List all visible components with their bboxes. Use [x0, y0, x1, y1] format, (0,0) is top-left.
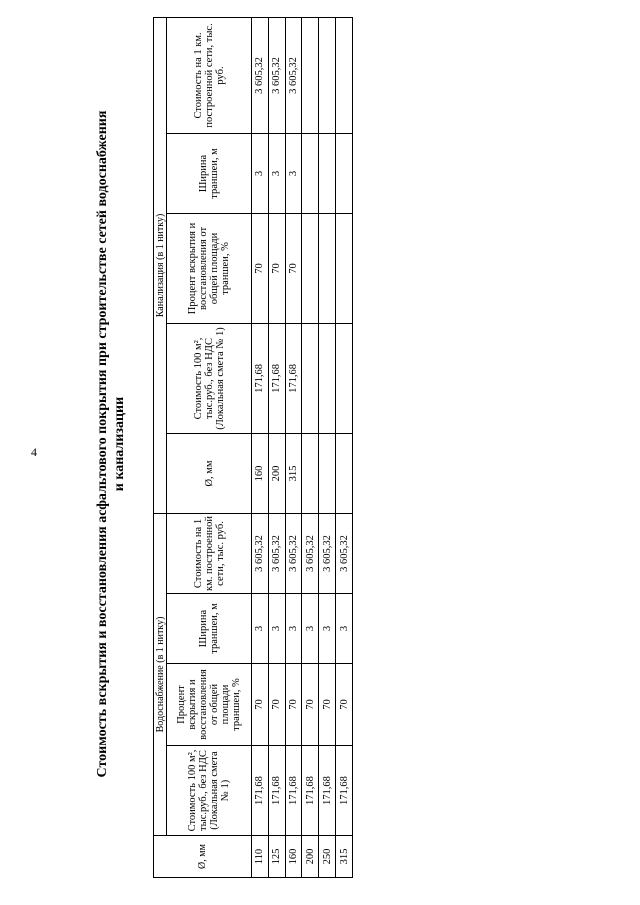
- document-title: [94, 84, 148, 804]
- cell-cost-km-sewer: 3 605,32: [285, 17, 302, 133]
- cell-cost-km-water: 3 605,32: [268, 513, 285, 593]
- cell-diameter-sewer: [302, 433, 319, 513]
- cell-width-water: 3: [302, 594, 319, 664]
- cell-diameter-water: 315: [336, 836, 353, 878]
- table-row: [336, 17, 353, 877]
- cell-width-sewer: 3: [252, 133, 269, 213]
- cell-percent-sewer: 70: [285, 213, 302, 323]
- cell-cost-100m2-sewer: 171,68: [252, 323, 269, 433]
- cell-diameter-water: 250: [319, 836, 336, 878]
- cell-percent-water: 70: [302, 664, 319, 746]
- cell-cost-km-water: 3 605,32: [252, 513, 269, 593]
- cell-cost-100m2-water: 171,68: [285, 746, 302, 836]
- cell-width-water: 3: [252, 594, 269, 664]
- cell-cost-km-sewer: [319, 17, 336, 133]
- cell-percent-water: 70: [268, 664, 285, 746]
- cell-cost-100m2-sewer: 171,68: [285, 323, 302, 433]
- title-line-2: и канализации: [112, 396, 127, 492]
- cell-cost-km-sewer: 3 605,32: [268, 17, 285, 133]
- cell-diameter-water: 160: [285, 836, 302, 878]
- cell-cost-100m2-sewer: 171,68: [268, 323, 285, 433]
- cell-percent-sewer: [336, 213, 353, 323]
- cell-width-water: 3: [285, 594, 302, 664]
- cell-cost-km-water: 3 605,32: [319, 513, 336, 593]
- cell-cost-km-sewer: [336, 17, 353, 133]
- cell-percent-water: 70: [319, 664, 336, 746]
- cell-percent-sewer: 70: [268, 213, 285, 323]
- cell-percent-water: 70: [252, 664, 269, 746]
- cell-width-water: 3: [336, 594, 353, 664]
- cell-diameter-sewer: 315: [285, 433, 302, 513]
- cost-table-wrapper: [153, 18, 353, 878]
- cell-diameter-water: 110: [252, 836, 269, 878]
- cell-cost-100m2-water: 171,68: [302, 746, 319, 836]
- cell-percent-sewer: [302, 213, 319, 323]
- col-header-percent-sewer: Процент вскрытия и восстановления от общей площади траншеи, %: [167, 213, 252, 323]
- col-header-cost-100m2-water: Стоимость 100 м², тыс.руб., без НДС (Локальная смета № 1): [167, 746, 252, 836]
- cell-width-sewer: [336, 133, 353, 213]
- table-row: [285, 17, 302, 877]
- cell-diameter-sewer: 200: [268, 433, 285, 513]
- table-row: [252, 17, 269, 877]
- cell-diameter-sewer: [319, 433, 336, 513]
- cell-width-water: 3: [268, 594, 285, 664]
- cell-cost-100m2-water: 171,68: [319, 746, 336, 836]
- col-header-percent-water: Процент вскрытия и восстановления от общей площади траншеи, %: [167, 664, 252, 746]
- cell-cost-km-water: 3 605,32: [336, 513, 353, 593]
- group-header-water: Водоснабжение (в 1 нитку): [154, 513, 167, 835]
- cell-cost-km-water: 3 605,32: [302, 513, 319, 593]
- table-row: [268, 17, 285, 877]
- cell-cost-100m2-water: 171,68: [252, 746, 269, 836]
- cell-percent-water: 70: [336, 664, 353, 746]
- cell-width-sewer: 3: [268, 133, 285, 213]
- cell-diameter-water: 125: [268, 836, 285, 878]
- group-header-sewer: Канализация (в 1 нитку): [154, 17, 167, 513]
- cell-width-sewer: [319, 133, 336, 213]
- cell-percent-sewer: 70: [252, 213, 269, 323]
- cell-cost-100m2-sewer: [302, 323, 319, 433]
- cell-cost-100m2-water: 171,68: [336, 746, 353, 836]
- cell-diameter-water: 200: [302, 836, 319, 878]
- col-header-width-sewer: Ширина траншеи, м: [167, 133, 252, 213]
- diameter-header-water: Ø, мм: [154, 836, 252, 878]
- cell-width-water: 3: [319, 594, 336, 664]
- cell-width-sewer: [302, 133, 319, 213]
- cell-cost-100m2-sewer: [336, 323, 353, 433]
- cell-cost-100m2-sewer: [319, 323, 336, 433]
- cell-cost-100m2-water: 171,68: [268, 746, 285, 836]
- cell-cost-km-sewer: 3 605,32: [252, 17, 269, 133]
- col-header-cost-km-water: Стоимость на 1 км. построенной сети, тыс. руб.: [167, 513, 252, 593]
- cost-table: [153, 17, 353, 878]
- col-header-cost-100m2-sewer: Стоимость 100 м², тыс.руб., без НДС (Локальная смета № 1): [167, 323, 252, 433]
- cell-percent-water: 70: [285, 664, 302, 746]
- table-row: [319, 17, 336, 877]
- col-header-cost-km-sewer: Стоимость на 1 км. построенной сети, тыс. руб.: [167, 17, 252, 133]
- title-line-1: Стоимость вскрытия и восстановления асфальтового покрытия при строительстве сетей водоснабжения: [95, 110, 110, 778]
- cell-cost-km-sewer: [302, 17, 319, 133]
- cell-width-sewer: 3: [285, 133, 302, 213]
- page-number: 4: [31, 445, 37, 459]
- cell-diameter-sewer: 160: [252, 433, 269, 513]
- table-row: [302, 17, 319, 877]
- cell-diameter-sewer: [336, 433, 353, 513]
- cell-percent-sewer: [319, 213, 336, 323]
- diameter-header-sewer: Ø, мм: [167, 433, 252, 513]
- col-header-width-water: Ширина траншеи, м: [167, 594, 252, 664]
- cell-cost-km-water: 3 605,32: [285, 513, 302, 593]
